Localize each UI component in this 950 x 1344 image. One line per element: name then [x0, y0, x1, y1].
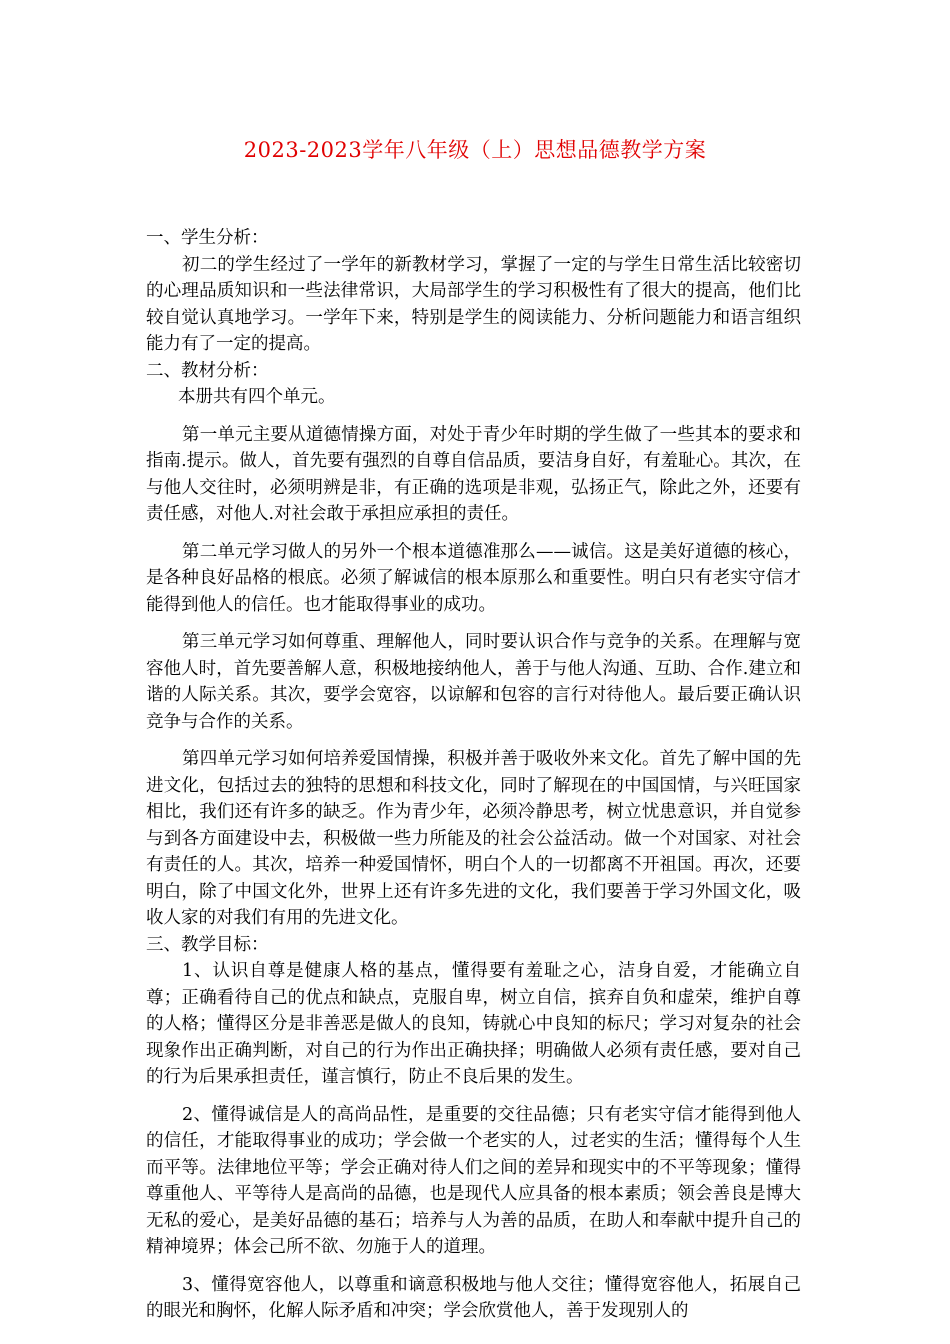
section-heading-student-analysis: 一、学生分析： — [146, 228, 269, 248]
section-heading-teaching-goals: 三、教学目标： — [146, 934, 269, 955]
paragraph-goal-three: 3、懂得宽容他人，以尊重和谪意积极地与他人交往；懂得宽容他人，拓展自己的眼光和胸怀，化解人际矛盾和冲突；学会欣赏他人，善于发现别人的 — [146, 1274, 801, 1321]
paragraph-unit-two: 第二单元学习做人的另外一个根本道德准那么——诚信。这是美好道德的核心，是各种良好品格的根底。必须了解诚信的根本原那么和重要性。明白只有老实守信才能得到他人的信任。也才能取得事业的成功。 — [146, 541, 801, 615]
paragraph-goal-two: 2、懂得诚信是人的高尚品性，是重要的交往品德；只有老实守信才能得到他人的信任，才能取得事业的成功；学会做一个老实的人，过老实的生活；懂得每个人生而平等。法律地位平等；学会正确对待人们之间的差异和现实中的不平等现象；懂得尊重他人、平等待人是高尚的品德，也是现代人应具备的根本素质；领会善良是博大无私的爱心，是美好品德的基石；培养与人为善的品质，在助人和奉献中提升自己的精神境界；体会己所不欲、勿施于人的道理。 — [146, 1104, 801, 1257]
paragraph-unit-four: 第四单元学习如何培养爱国情操，积极并善于吸收外来文化。首先了解中国的先进文化，包括过去的独特的思想和科技文化，同时了解现在的中国国情，与兴旺国家相比，我们还有许多的缺乏。作为青少年，必须冷静思考，树立忧患意识，并自觉参与到各方面建设中去，积极做一些力所能及的社会公益活动。做一个对国家、对社会有责任的人。其次，培养一种爱国情怀，明白个人的一切都离不开祖国。再次，还要明白，除了中国文化外，世界上还有许多先进的文化，我们要善于学习外国文化，吸收人家的对我们有用的先进文化。 — [146, 749, 801, 928]
paragraph-student-analysis: 初二的学生经过了一学年的新教材学习，掌握了一定的与学生日常生活比较密切的心理品质知识和一些法律常识，大局部学生的学习积极性有了很大的提高，他们比较自觉认真地学习。一学年下来，特别是学生的阅读能力、分析问题能力和语言组织能力有了一定的提高。 — [146, 254, 801, 354]
document-title: 2023-2023学年八年级（上）思想品德教学方案 — [243, 138, 707, 162]
document-body — [146, 225, 801, 1325]
section-heading-textbook-analysis: 二、教材分析： — [146, 360, 269, 381]
paragraph-units-overview: 本册共有四个单元。 — [178, 387, 336, 407]
paragraph-unit-three: 第三单元学习如何尊重、理解他人，同时要认识合作与竞争的关系。在理解与宽容他人时，首先要善解人意，积极地接纳他人，善于与他人沟通、互助、合作.建立和谐的人际关系。其次，要学会宽容，以谅解和包容的言行对待他人。最后要正确认识竞争与合作的关系。 — [146, 632, 801, 732]
paragraph-unit-one: 第一单元主要从道德情操方面，对处于青少年时期的学生做了一些其本的要求和指南.提示。做人，首先要有强烈的自尊自信品质，要洁身自好，有羞耻心。其次，在与他人交往时，必须明辨是非，有正确的选项是非观，弘扬正气，除此之外，还要有责任感，对他人.对社会敢于承担应承担的责任。 — [146, 424, 801, 524]
paragraph-goal-one: 1、认识自尊是健康人格的基点，懂得要有羞耻之心，洁身自爱，才能确立自尊；正确看待自己的优点和缺点，克服自卑，树立自信，摈弃自负和虚荣，维护自尊的人格；懂得区分是非善恶是做人的良知，铸就心中良知的标尺；学习对复杂的社会现象作出正确判断，对自己的行为作出正确抉择；明确做人必须有责任感，要对自己的行为后果承担责任，谨言慎行，防止不良后果的发生。 — [146, 961, 801, 1087]
